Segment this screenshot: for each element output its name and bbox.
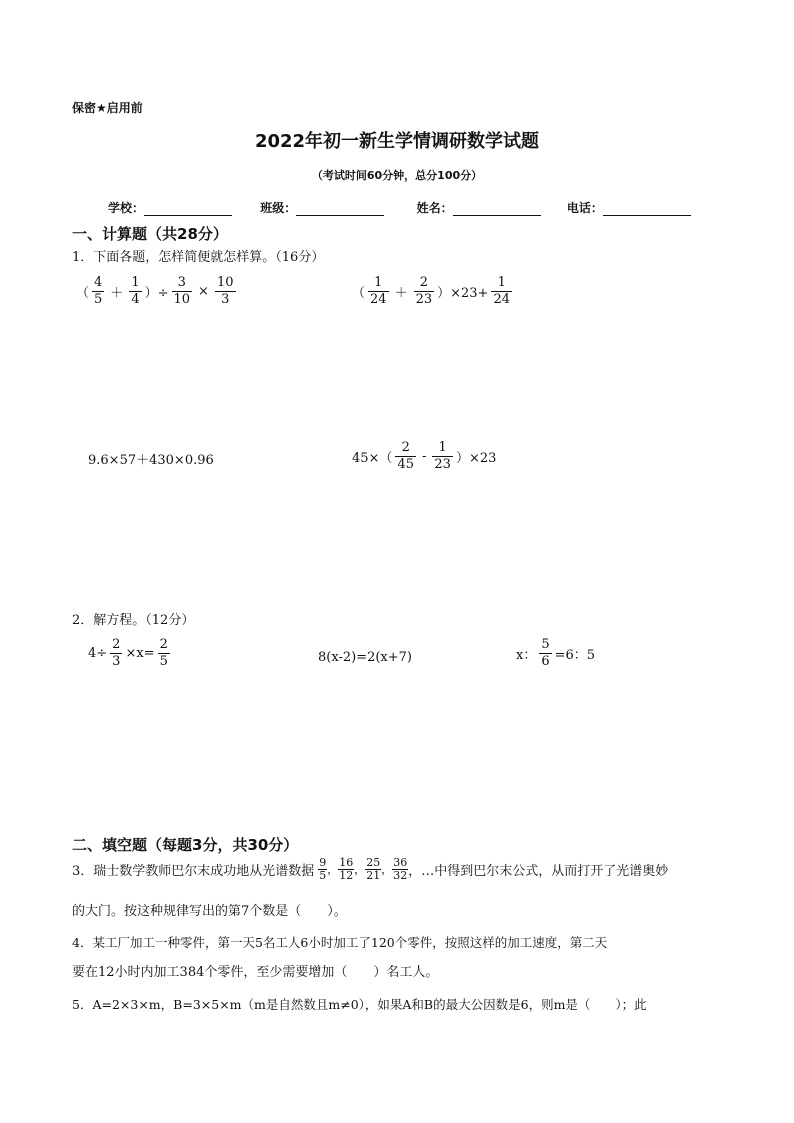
plus-sign: ＋ [394,285,408,301]
equation-middle: ×x= [125,645,155,661]
q3-text-end: ，…中得到巴尔末公式，从而打开了光谱奥妙 [408,863,669,879]
fraction: $\frac{36}{32}$ [393,856,408,882]
fraction: $\frac{1}{23}$ [434,440,451,472]
fraction: $\frac{2}{5}$ [159,637,168,669]
fraction: $\frac{2}{45}$ [397,440,414,472]
question-3-line-1 [72,857,668,881]
fraction: $\frac{2}{3}$ [112,637,121,669]
question-4-line-2: 要在12小时内加工384个零件，至少需要增加（ ）名工人。 [72,965,439,980]
class-blank[interactable] [296,203,384,216]
fraction: $\frac{4}{5}$ [94,275,103,307]
secret-mark: 保密★启用前 [72,101,143,115]
q2-equation-a [88,638,173,668]
page-subtitle: （考试时间60分钟，总分100分） [311,169,483,182]
phone-label: 电话： [566,201,603,215]
page-title: 2022年初一新生学情调研数学试题 [254,131,540,152]
q1-expression-a [76,276,239,306]
name-label: 姓名： [416,201,453,215]
fraction: $\frac{16}{12}$ [339,856,354,882]
equation-suffix: =6：5 [554,647,596,663]
equation-prefix: 4÷ [88,645,108,661]
paren-open: （ [76,285,90,301]
fraction: $\frac{25}{21}$ [366,856,381,882]
fraction: $\frac{5}{6}$ [541,637,550,669]
question-4-line-1: 4．某工厂加工一种零件，第一天5名工人6小时加工了120个零件，按照这样的加工速度，第二天 [72,935,608,950]
class-label: 班级： [260,201,297,215]
question-1-prompt: 1．下面各题，怎样简便就怎样算。（16分） [72,250,325,265]
section-1-heading: 一、计算题（共28分） [72,225,228,243]
fraction: $\frac{2}{23}$ [415,275,433,307]
fraction: $\frac{1}{24}$ [493,275,510,307]
question-5-line-1: 5．A=2×3×m，B=3×5×m（m是自然数且m≠0），如果A和B的最大公因数是6，则m是（ ）；此 [72,997,647,1012]
question-3-line-2: 的大门。按这种规律写出的第7个数是（ ）。 [72,904,347,919]
info-row [108,199,691,216]
fraction: $\frac{1}{24}$ [370,275,387,307]
times-sign: × [198,283,209,299]
q1-expression-b [352,276,515,306]
separator: ， [354,863,366,877]
paren-close-divide: ）÷ [144,285,169,301]
q3-text-start: 3．瑞士数学教师巴尔末成功地从光谱数据 [72,863,315,879]
school-blank[interactable] [144,203,232,216]
paren-close-times: ）×23+ [437,285,489,301]
separator: ， [381,863,393,877]
q1-expression-d [352,441,496,471]
fraction: $\frac{1}{4}$ [131,275,140,307]
separator: ， [327,863,339,877]
paren-open: （ [352,285,366,301]
equation-prefix: x： [516,647,537,663]
expression-prefix: 45×（ [352,450,393,466]
q2-equation-b: 8(x-2)=2(x+7) [318,650,412,665]
section-2-heading: 二、填空题（每题3分，共30分） [72,836,299,854]
minus-sign: - [421,448,427,464]
plus-sign: ＋ [110,285,124,301]
fraction: $\frac{9}{5}$ [319,856,327,882]
name-blank[interactable] [453,203,541,216]
question-2-prompt: 2．解方程。（12分） [72,613,195,628]
fraction: $\frac{10}{3}$ [216,275,234,307]
q1-expression-c: 9.6×57＋430×0.96 [88,453,214,468]
expression-suffix: ）×23 [455,450,497,466]
q2-equation-c [516,638,595,668]
fraction: $\frac{3}{10}$ [173,275,191,307]
phone-blank[interactable] [603,203,691,216]
school-label: 学校： [108,201,145,215]
